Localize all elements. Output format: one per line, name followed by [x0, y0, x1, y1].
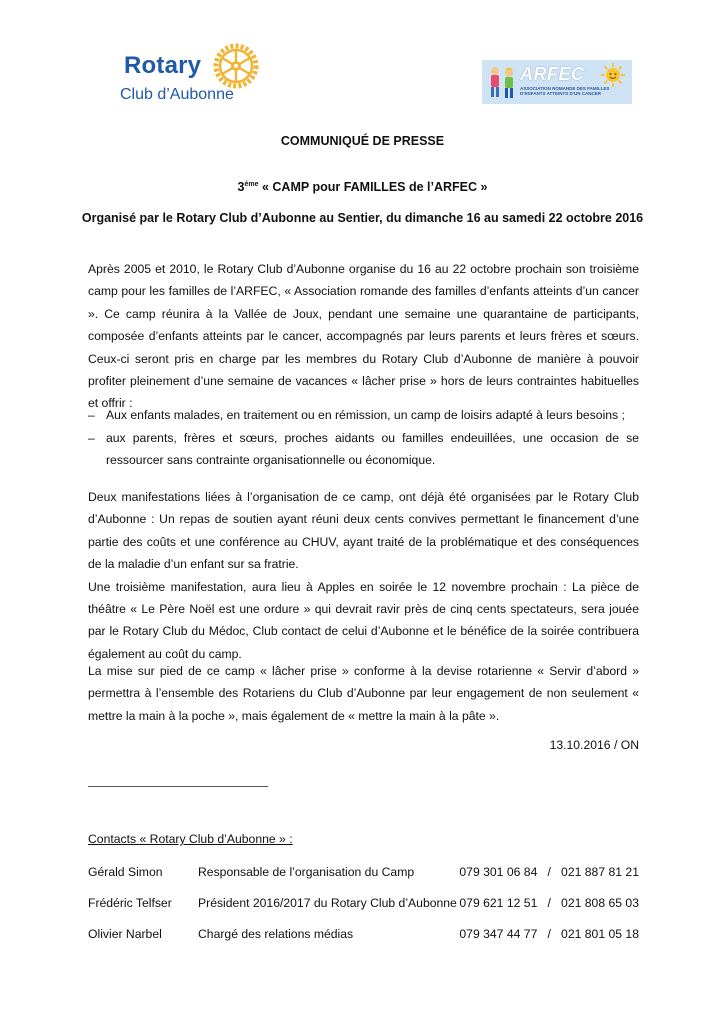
- paragraph-events-text: Deux manifestations liées à l’organisation de ce camp, ont déjà été organisées par le Rotary Club d’Aubonne : Un repas de soutien ayant réuni deux cents convives permettant le financement d’une partie des coûts et une conférence au CHUV, ayant traité de la problématique et des conséquences de la maladie d’un enfant sur sa fratrie.: [88, 490, 639, 572]
- contact-role: Responsable de l’organisation du Camp: [198, 865, 415, 879]
- bullet-text: Aux enfants malades, en traitement ou en rémission, un camp de loisirs adapté à leurs besoins ;: [106, 408, 625, 422]
- contact-phones: 079 301 06 84 / 021 887 81 21: [459, 865, 639, 879]
- list-item: [88, 404, 639, 426]
- paragraph-intro-text: Après 2005 et 2010, le Rotary Club d’Aubonne organise du 16 au 22 octobre prochain son troisième camp pour les familles de l’ARFEC, « Association romande des familles d’enfants atteints d’un cancer ». Ce camp réunira à la Vallée de Joux, pendant une semaine une quarantaine de participants, composée d’enfants atteints par le cancer, accompagnés par leurs parents et leurs frères et sœurs. Ceux-ci seront pris en charge par les membres du Rotary Club d’Aubonne de manière à pouvoir profiter pleinement d’une semaine de vacances « lâcher prise » hors de leurs contraintes habituelles et offrir :: [88, 262, 639, 411]
- contact-role: Président 2016/2017 du Rotary Club d’Aubonne: [198, 896, 457, 910]
- camp-heading: [0, 180, 725, 194]
- rotary-logo-club: Club d’Aubonne: [120, 86, 234, 103]
- sun-icon: [600, 62, 626, 88]
- camp-heading-text: « CAMP pour FAMILLES de l’ARFEC »: [258, 180, 488, 194]
- contact-row: [88, 896, 639, 916]
- rotary-logo: [120, 42, 270, 108]
- page-title: COMMUNIQUÉ DE PRESSE: [280, 134, 445, 148]
- paragraph-motto: [88, 660, 639, 727]
- date-signature: 13.10.2016 / ON: [549, 738, 639, 752]
- paragraph-intro: [88, 258, 639, 415]
- contact-name: Olivier Narbel: [88, 927, 162, 941]
- contact-phones: 079 621 12 51 / 021 808 65 03: [459, 896, 639, 910]
- camp-number-suffix: ème: [244, 180, 259, 188]
- arfec-logo: [482, 60, 632, 104]
- contact-row: [88, 927, 639, 947]
- paragraph-motto-text: La mise sur pied de ce camp « lâcher prise » conforme à la devise rotarienne « Servir d’abord » permettra à l’ensemble des Rotariens du Club d’Aubonne par leur engagement de non seulement « mettre la main à la poche », mais également de « mettre la main à la pâte ».: [88, 664, 639, 723]
- contact-phones: 079 347 44 77 / 021 801 05 18: [459, 927, 639, 941]
- organised-line: Organisé par le Rotary Club d’Aubonne au Sentier, du dimanche 16 au samedi 22 octobre 2016: [81, 211, 644, 225]
- arfec-logo-subtitle: ASSOCIATION ROMANDE DES FAMILLES D’ENFANTS ATTEINTS D’UN CANCER: [520, 86, 610, 96]
- contact-role: Chargé des relations médias: [198, 927, 354, 941]
- paragraph-events: [88, 486, 639, 665]
- camp-number: 3: [237, 180, 245, 194]
- paragraph-theatre-text: Une troisième manifestation, aura lieu à Apples en soirée le 12 novembre prochain : La pièce de théâtre « Le Père Noël est une ordure » qui devrait ravir près de cinq cents spectateurs, sera jouée par le Rotary Club du Médoc, Club contact de celui d’Aubonne et le bénéfice de la soirée contribuera également au coût du camp.: [88, 579, 639, 661]
- bullet-text: aux parents, frères et sœurs, proches aidants ou familles endeuillées, une occasion de se ressourcer sans contrainte organisationnelle ou économique.: [106, 431, 639, 468]
- rotary-logo-word: Rotary: [124, 52, 202, 79]
- contact-row: [88, 865, 639, 885]
- contacts-title: Contacts « Rotary Club d’Aubonne » :: [88, 832, 293, 846]
- contact-name: Frédéric Telfser: [88, 896, 172, 910]
- rotary-wheel-icon: [212, 42, 260, 90]
- divider: [88, 786, 268, 787]
- bullet-dash: –: [88, 408, 95, 422]
- bullet-dash: –: [88, 431, 95, 445]
- children-icon: [486, 64, 520, 102]
- arfec-logo-word: ARFEC: [520, 64, 585, 84]
- contact-name: Gérald Simon: [88, 865, 163, 879]
- list-item: [88, 427, 639, 471]
